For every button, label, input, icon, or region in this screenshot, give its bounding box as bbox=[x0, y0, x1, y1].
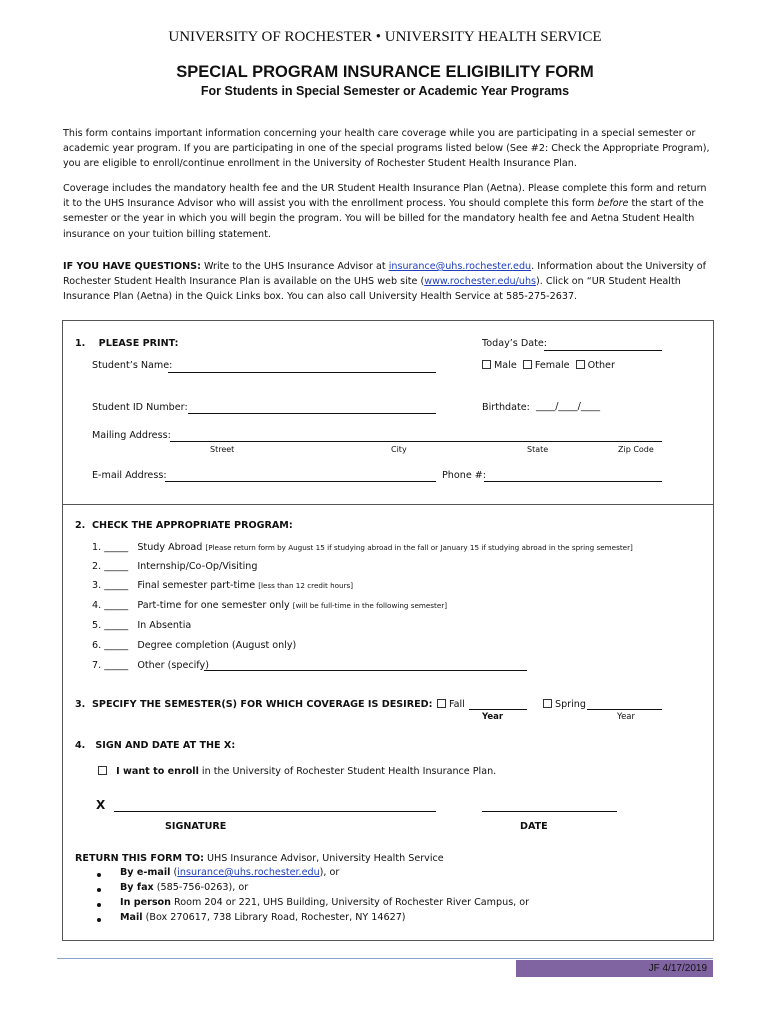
fall-option: Fall bbox=[437, 699, 465, 710]
return-method-fax: By fax (585-756-0263), or bbox=[120, 882, 249, 893]
program-item: 4. _____ Part-time for one semester only [will be full-time in the following semester] bbox=[92, 600, 448, 611]
city-caption: City bbox=[391, 445, 407, 454]
phone-label: Phone #: bbox=[442, 470, 487, 481]
program-item: 2. _____ Internship/Co-Op/Visiting bbox=[92, 561, 258, 572]
phone-field[interactable] bbox=[484, 481, 662, 482]
enroll-statement: I want to enroll in the University of Rochester Student Health Insurance Plan. bbox=[98, 766, 496, 777]
todays-date-label: Today’s Date: bbox=[482, 338, 548, 349]
revision-date: JF 4/17/2019 bbox=[516, 960, 713, 977]
other-checkbox[interactable] bbox=[576, 360, 585, 369]
female-checkbox[interactable] bbox=[523, 360, 532, 369]
section2-heading: 2. CHECK THE APPROPRIATE PROGRAM: bbox=[75, 520, 293, 531]
gender-options: Male Female Other bbox=[482, 360, 615, 371]
fall-year-caption: Year bbox=[482, 712, 504, 722]
email-link[interactable]: insurance@uhs.rochester.edu bbox=[388, 261, 532, 272]
institution-name: UNIVERSITY OF ROCHESTER • UNIVERSITY HEALTH SERVICE bbox=[168, 29, 602, 45]
questions-paragraph: IF YOU HAVE QUESTIONS: Write to the UHS Insurance Advisor at insurance@uhs.rochester.edu. Information about the University of Rochester Student Health Insurance Plan is available on the UHS web site (www.rochester.edu/uhs). Click on “UR Student Health Insurance Plan (Aetna) in the Quick Links box. You can also call University Health Service at 585-275-2637. bbox=[63, 261, 707, 303]
section1-heading: 1. PLEASE PRINT: bbox=[75, 338, 179, 349]
bullet bbox=[97, 918, 101, 922]
spring-option: Spring bbox=[543, 699, 586, 710]
fall-year-field[interactable] bbox=[469, 709, 527, 710]
return-to-line: RETURN THIS FORM TO: UHS Insurance Advisor, University Health Service bbox=[75, 853, 444, 864]
student-name-field[interactable] bbox=[168, 372, 436, 373]
student-id-field[interactable] bbox=[188, 413, 436, 414]
intro-paragraph-2: Coverage includes the mandatory health fee and the UR Student Health Insurance Plan (Aetna). Please complete this form and return it to the UHS Insurance Advisor who will assist you with the enrollment process. You should complete this form before the start of the semester or the year in which you will begin the program. You will be billed for the mandatory health fee and Aetna Student Health insurance on your tuition billing statement. bbox=[63, 183, 707, 240]
enroll-checkbox[interactable] bbox=[98, 766, 107, 775]
student-id-label: Student ID Number: bbox=[92, 402, 188, 413]
birthdate-label: Birthdate: bbox=[482, 402, 530, 413]
email-label: E-mail Address: bbox=[92, 470, 167, 481]
fall-checkbox[interactable] bbox=[437, 699, 446, 708]
bullet bbox=[97, 903, 101, 907]
program-item: 6. _____ Degree completion (August only) bbox=[92, 640, 297, 651]
section3-heading: 3. SPECIFY THE SEMESTER(S) FOR WHICH COVERAGE IS DESIRED: bbox=[75, 699, 433, 710]
spring-year-caption: Year bbox=[617, 712, 635, 722]
birthdate-field[interactable]: ____/____/____ bbox=[536, 401, 601, 412]
return-method-mail: Mail (Box 270617, 738 Library Road, Rochester, NY 14627) bbox=[120, 912, 406, 923]
intro-paragraph-1: This form contains important information concerning your health care coverage while you are participating in a special semester or academic year program. If you are participating in one of the special programs listed below (See #2: Check the Appropriate Program), you are eligible to enroll/continue enrollment in the University of Rochester Student Health Insurance Plan. bbox=[63, 128, 710, 170]
mailing-address-field[interactable] bbox=[170, 441, 662, 442]
state-caption: State bbox=[527, 445, 549, 454]
email-field[interactable] bbox=[165, 481, 436, 482]
date-caption: DATE bbox=[520, 821, 548, 832]
zip-caption: Zip Code bbox=[618, 445, 654, 454]
signature-field[interactable] bbox=[114, 811, 436, 812]
male-checkbox[interactable] bbox=[482, 360, 491, 369]
signature-caption: SIGNATURE bbox=[165, 821, 227, 832]
bullet bbox=[97, 888, 101, 892]
program-item: 3. _____ Final semester part-time [less than 12 credit hours] bbox=[92, 580, 354, 591]
todays-date-field[interactable] bbox=[544, 350, 662, 351]
program-item: 7. _____ Other (specify) bbox=[92, 660, 209, 671]
spring-year-field[interactable] bbox=[587, 709, 662, 710]
footer-rule bbox=[57, 958, 713, 959]
website-link[interactable]: www.rochester.edu/uhs bbox=[424, 276, 537, 288]
form-title: SPECIAL PROGRAM INSURANCE ELIGIBILITY FORM bbox=[176, 63, 594, 81]
signature-x: X bbox=[96, 798, 106, 812]
other-specify-field[interactable] bbox=[204, 670, 527, 671]
student-name-label: Student’s Name: bbox=[92, 360, 173, 371]
bullet bbox=[97, 873, 101, 877]
street-caption: Street bbox=[210, 445, 235, 454]
mailing-address-label: Mailing Address: bbox=[92, 430, 171, 441]
return-email-link[interactable]: insurance@uhs.rochester.edu bbox=[177, 867, 320, 878]
return-method-email: By e-mail (insurance@uhs.rochester.edu), or bbox=[120, 867, 340, 878]
program-item: 5. _____ In Absentia bbox=[92, 620, 192, 631]
return-method-in-person: In person Room 204 or 221, UHS Building, University of Rochester River Campus, or bbox=[120, 897, 530, 908]
spring-checkbox[interactable] bbox=[543, 699, 552, 708]
program-item: 1. _____ Study Abroad [Please return form by August 15 if studying abroad in the fall or January 15 if studying abroad in the spring semester] bbox=[92, 542, 633, 553]
date-field[interactable] bbox=[482, 811, 617, 812]
section4-heading: 4. SIGN AND DATE AT THE X: bbox=[75, 740, 236, 751]
form-subtitle: For Students in Special Semester or Academic Year Programs bbox=[200, 84, 570, 98]
